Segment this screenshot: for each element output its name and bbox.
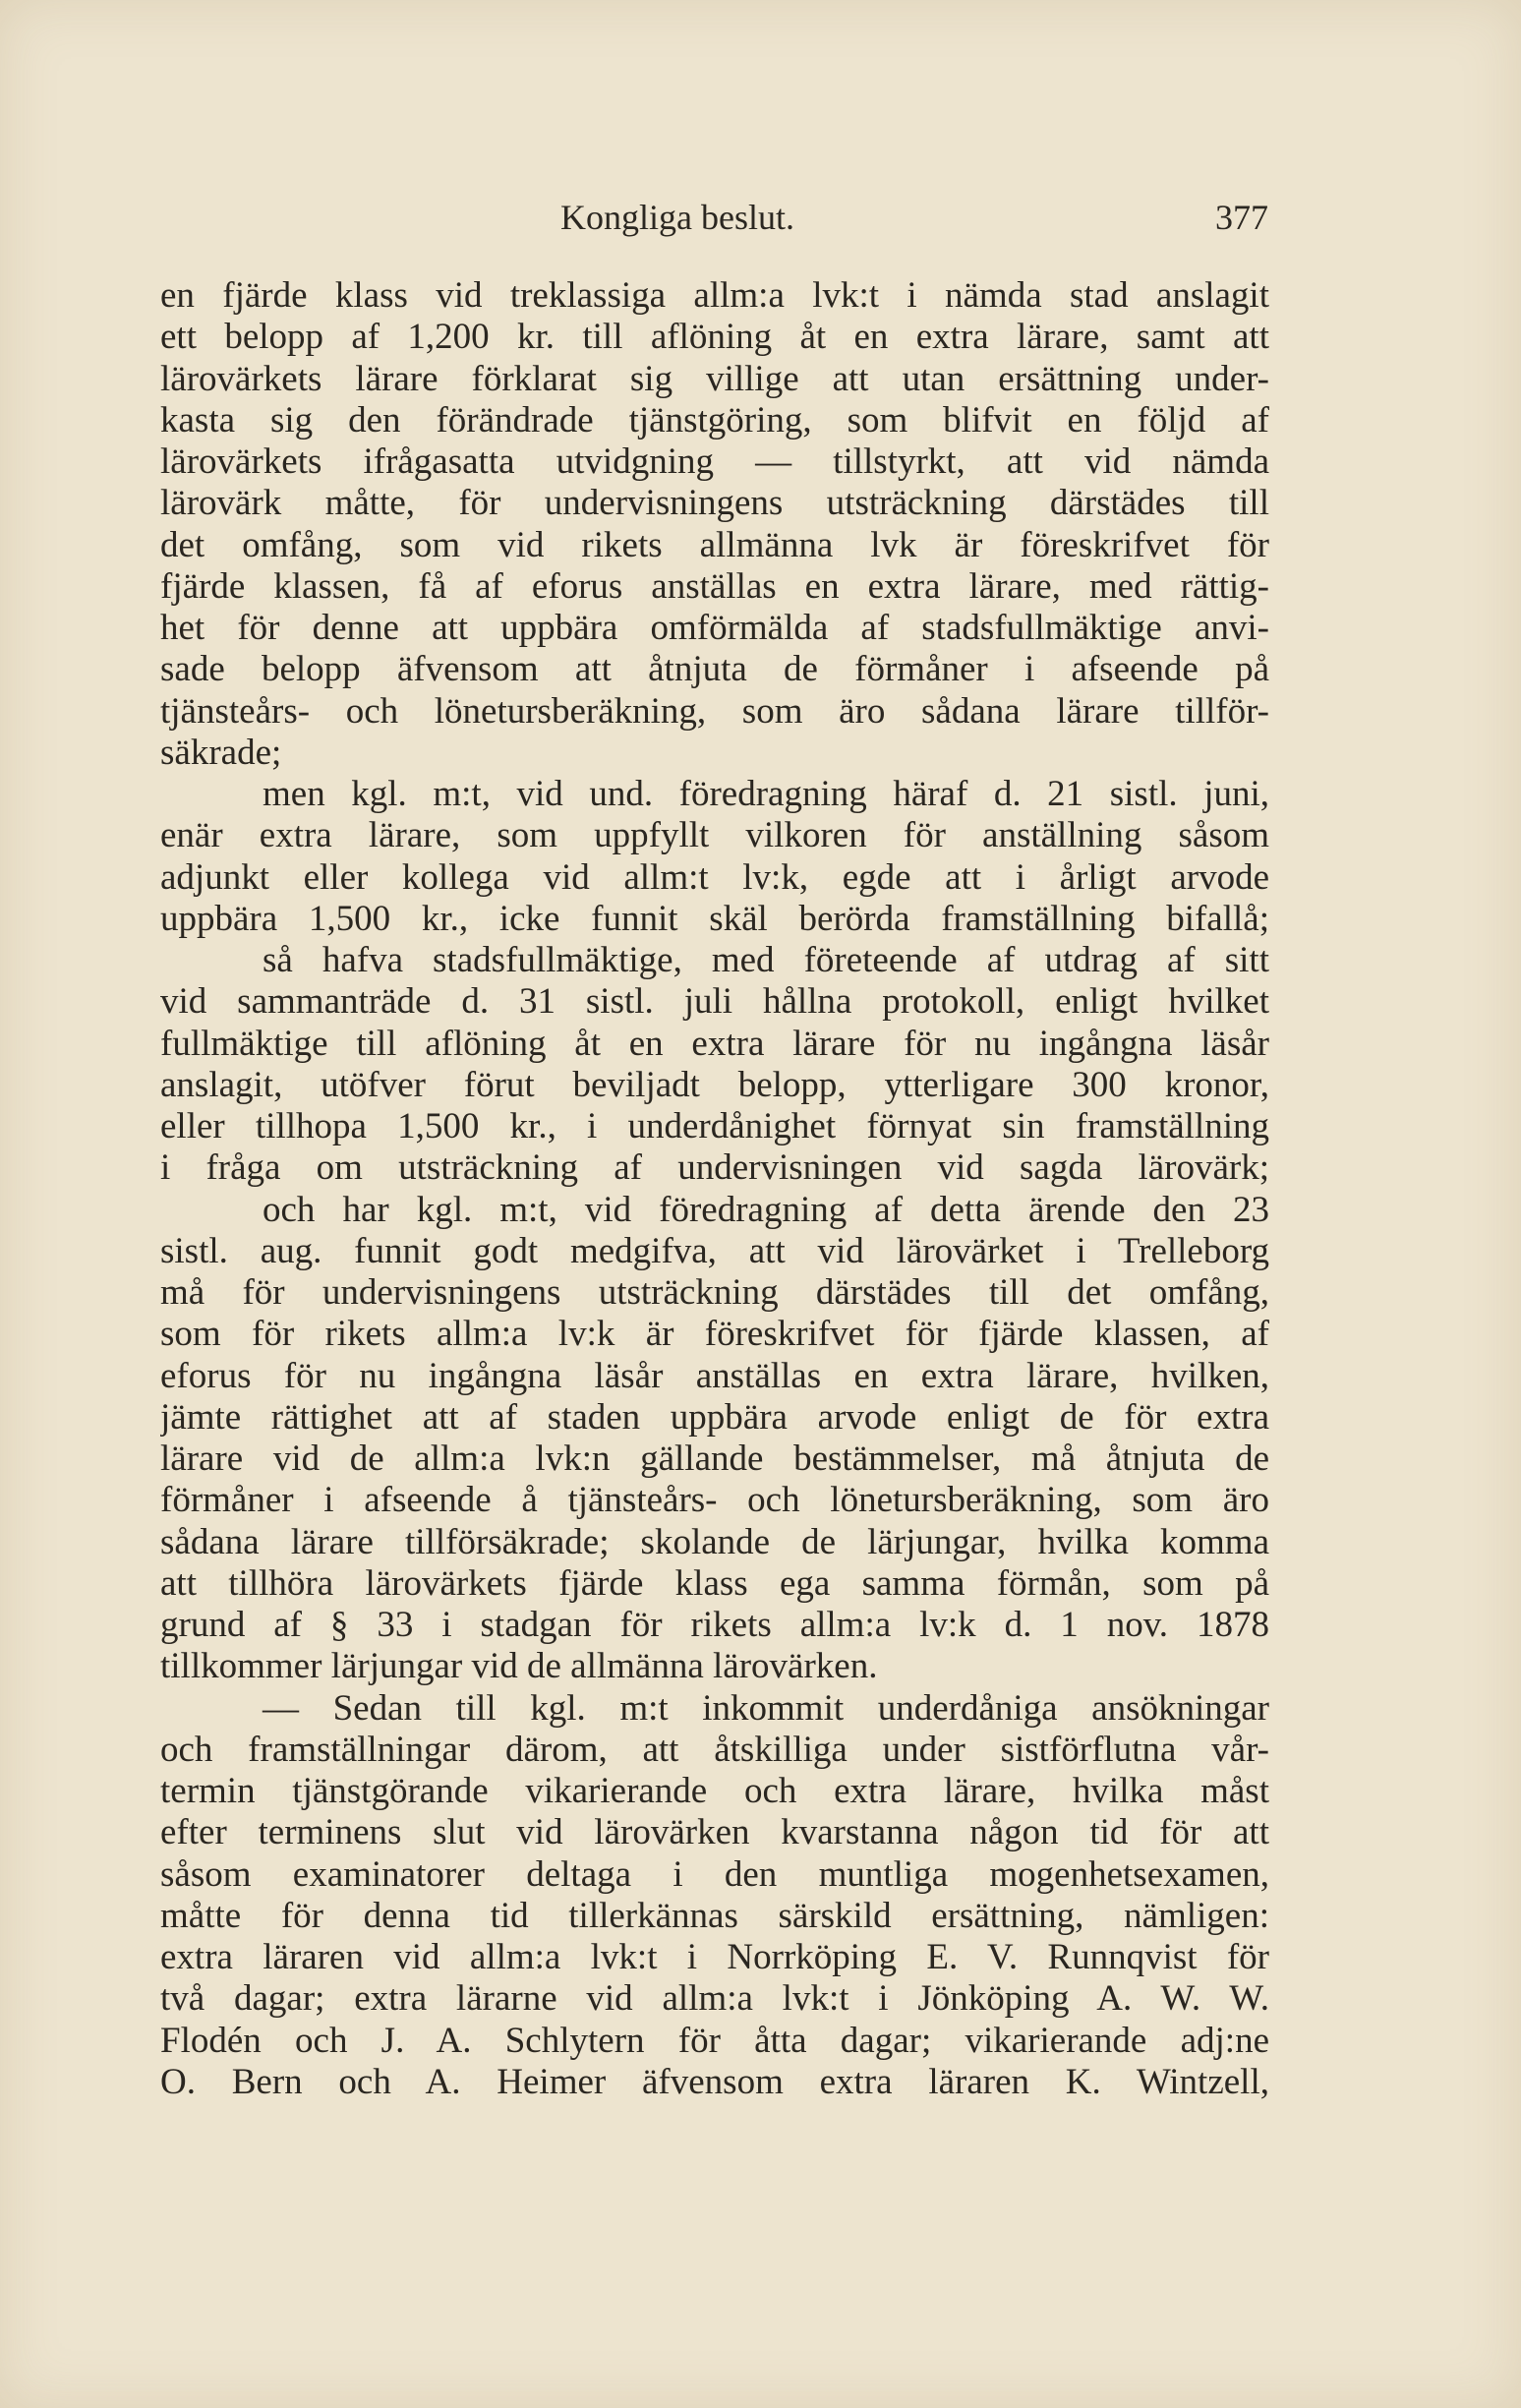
- text-line: måtte för denna tid tillerkännas särskild ersättning, nämligen:: [160, 1895, 1269, 1936]
- text-line: anslagit, utöfver förut beviljadt belopp, ytterligare 300 kronor,: [160, 1064, 1269, 1105]
- text-line: het för denne att uppbära omförmälda af stadsfullmäktige anvi-: [160, 608, 1269, 648]
- text-line: grund af § 33 i stadgan för rikets allm:a lv:k d. 1 nov. 1878: [160, 1605, 1269, 1645]
- text-line: jämte rättighet att af staden uppbära arvode enligt de för extra: [160, 1396, 1269, 1438]
- text-line: sade belopp äfvensom att åtnjuta de förmåner i afseende på: [160, 649, 1269, 690]
- text-line: två dagar; extra lärarne vid allm:a lvk:t i Jönköping A. W. W.: [160, 1978, 1269, 2020]
- text-line: efter terminens slut vid lärovärken kvarstanna någon tid för att: [160, 1812, 1269, 1853]
- page-number: 377: [1215, 198, 1268, 237]
- text-line: vid sammanträde d. 31 sistl. juli hållna protokoll, enligt hvilket: [160, 981, 1269, 1023]
- text-line: säkrade;: [160, 732, 282, 773]
- text-line: förmåner i afseende å tjänsteårs- och lönetursberäkning, som äro: [160, 1480, 1269, 1521]
- text-line: lärovärkets ifrågasatta utvidgning — tillstyrkt, att vid nämda: [160, 441, 1269, 482]
- text-line: lärare vid de allm:a lvk:n gällande bestämmelser, må åtnjuta de: [160, 1439, 1269, 1479]
- text-line: kasta sig den förändrade tjänstgöring, som blifvit en följd af: [160, 399, 1269, 440]
- body-text: [160, 275, 1269, 2103]
- text-line: lärovärkets lärare förklarat sig villige att utan ersättning under-: [160, 358, 1269, 399]
- text-line: sistl. aug. funnit godt medgifva, att vid lärovärket i Trelleborg: [160, 1230, 1269, 1271]
- text-line: det omfång, som vid rikets allmänna lvk är föreskrifvet för: [160, 524, 1269, 565]
- text-line: tjänsteårs- och lönetursberäkning, som äro sådana lärare tillför-: [160, 690, 1269, 732]
- text-line: sådana lärare tillförsäkrade; skolande de lärjungar, hvilka komma: [160, 1521, 1269, 1562]
- text-line: extra läraren vid allm:a lvk:t i Norrköping E. V. Runnqvist för: [160, 1937, 1269, 1977]
- text-line: att tillhöra lärovärkets fjärde klass ega samma förmån, som på: [160, 1562, 1269, 1604]
- text-line: eller tillhopa 1,500 kr., i underdånighet förnyat sin framställning: [160, 1106, 1269, 1146]
- text-line: termin tjänstgörande vikarierande och extra lärare, hvilka måst: [160, 1771, 1269, 1811]
- text-line: Flodén och J. A. Schlytern för åtta dagar; vikarierande adj:ne: [160, 2020, 1269, 2061]
- text-line: O. Bern och A. Heimer äfvensom extra läraren K. Wintzell,: [160, 2061, 1269, 2102]
- text-line: fullmäktige till aflöning åt en extra lärare för nu ingångna läsår: [160, 1023, 1269, 1064]
- text-line: lärovärk måtte, för undervisningens utsträckning därstädes till: [160, 483, 1269, 524]
- text-line: och har kgl. m:t, vid föredragning af detta ärende den 23: [263, 1189, 1269, 1230]
- text-line: men kgl. m:t, vid und. föredragning häraf d. 21 sistl. juni,: [263, 774, 1269, 814]
- text-line: som för rikets allm:a lv:k är föreskrifvet för fjärde klassen, af: [160, 1314, 1269, 1355]
- text-line: må för undervisningens utsträckning därstädes till det omfång,: [160, 1272, 1269, 1313]
- text-line: adjunkt eller kollega vid allm:t lv:k, egde att i årligt arvode: [160, 856, 1269, 898]
- text-line: i fråga om utsträckning af undervisningen vid sagda lärovärk;: [160, 1147, 1269, 1189]
- text-line: enär extra lärare, som uppfyllt vilkoren för anställning såsom: [160, 815, 1269, 856]
- text-line: ett belopp af 1,200 kr. till aflöning åt en extra lärare, samt att: [160, 317, 1269, 358]
- text-line: så hafva stadsfullmäktige, med företeende af utdrag af sitt: [263, 940, 1269, 980]
- text-line: en fjärde klass vid treklassiga allm:a lvk:t i nämda stad anslagit: [160, 275, 1269, 316]
- text-line: uppbära 1,500 kr., icke funnit skäl berörda framställning bifallå;: [160, 898, 1269, 939]
- running-title: Kongliga beslut.: [560, 198, 794, 237]
- text-line: och framställningar därom, att åtskilliga under sistförflutna vår-: [160, 1729, 1269, 1770]
- text-line: fjärde klassen, få af eforus anställas en extra lärare, med rättig-: [160, 565, 1269, 607]
- text-line: såsom examinatorer deltaga i den muntliga mogenhetsexamen,: [160, 1853, 1269, 1895]
- text-line: — Sedan till kgl. m:t inkommit underdåniga ansökningar: [263, 1687, 1269, 1729]
- text-line: eforus för nu ingångna läsår anställas en extra lärare, hvilken,: [160, 1355, 1269, 1396]
- text-line: tillkommer lärjungar vid de allmänna lärovärken.: [160, 1646, 878, 1687]
